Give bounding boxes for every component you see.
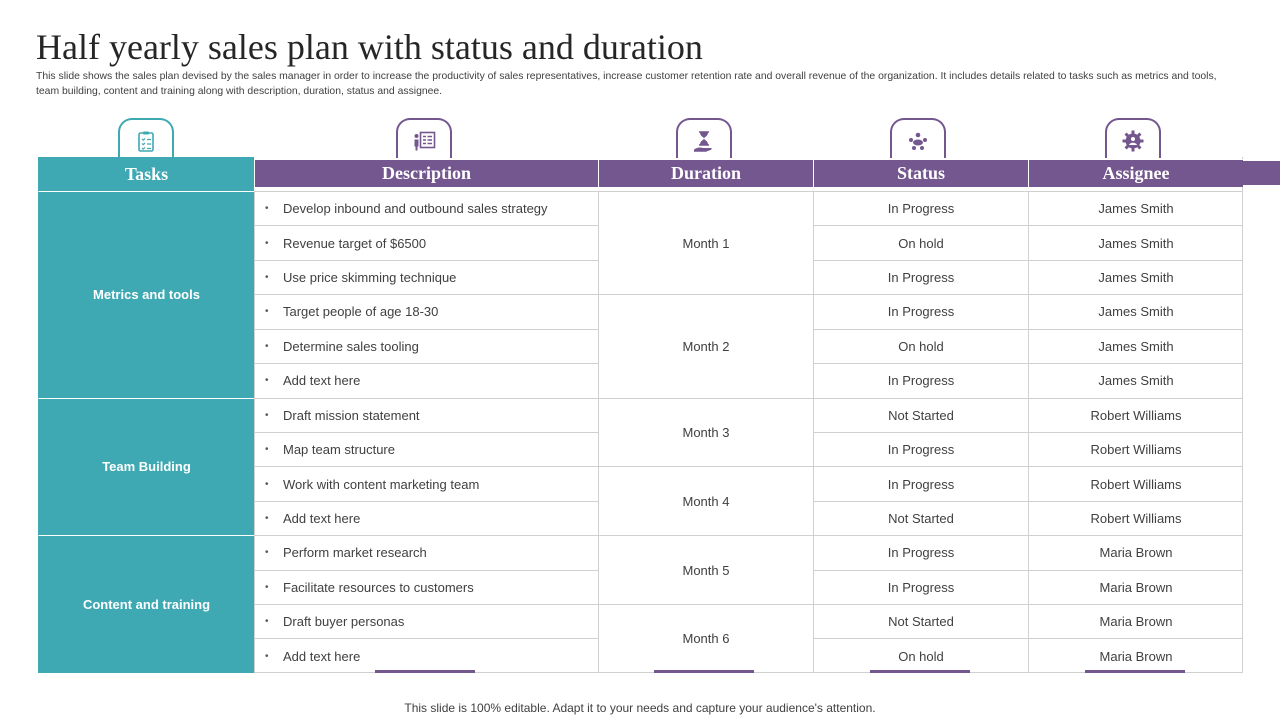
status-cell: Not Started	[813, 604, 1028, 638]
description-icon-tab	[396, 118, 452, 158]
duration-accent-bar	[654, 670, 754, 673]
status-cell: In Progress	[813, 294, 1028, 328]
description-cell	[254, 260, 598, 294]
bullet: •	[265, 340, 269, 352]
description-cell	[254, 225, 598, 259]
description-text: Map team structure	[283, 442, 395, 458]
description-text: Develop inbound and outbound sales strategy	[283, 201, 548, 217]
header-description: Description	[254, 159, 598, 187]
header-assignee: Assignee	[1028, 159, 1243, 187]
bullet: •	[265, 237, 269, 249]
status-cell: In Progress	[813, 570, 1028, 604]
header-duration: Duration	[598, 159, 813, 187]
description-cell	[254, 398, 598, 432]
description-text: Draft buyer personas	[283, 614, 405, 630]
assignee-icon-tab	[1105, 118, 1161, 158]
bullet: •	[265, 375, 269, 387]
description-text: Target people of age 18-30	[283, 304, 439, 320]
description-text: Use price skimming technique	[283, 270, 457, 286]
status-cell: Not Started	[813, 501, 1028, 535]
description-text: Work with content marketing team	[283, 476, 480, 492]
status-cell: On hold	[813, 638, 1028, 672]
status-cell: In Progress	[813, 432, 1028, 466]
assignee-accent-bar	[1085, 670, 1185, 673]
description-cell	[254, 535, 598, 569]
duration-month-1: Month 1	[598, 191, 813, 294]
description-cell	[254, 638, 598, 672]
bullet: •	[265, 478, 269, 490]
bullet: •	[265, 581, 269, 593]
description-cell	[254, 294, 598, 328]
sales-plan-table	[38, 157, 1243, 673]
description-cell	[254, 363, 598, 397]
description-text: Revenue target of $6500	[283, 235, 427, 251]
status-cell: In Progress	[813, 191, 1028, 225]
status-cell: In Progress	[813, 466, 1028, 500]
description-text: Draft mission statement	[283, 407, 420, 423]
assignee-cell: Robert Williams	[1028, 466, 1243, 500]
assignee-cell: Maria Brown	[1028, 535, 1243, 569]
bullet: •	[265, 306, 269, 318]
assignee-cell: Maria Brown	[1028, 604, 1243, 638]
description-text: Facilitate resources to customers	[283, 579, 474, 595]
hourglass-icon	[692, 129, 716, 153]
clipboard-icon	[134, 129, 158, 153]
description-text: Add text here	[283, 511, 361, 526]
duration-month-3: Month 3	[598, 398, 813, 467]
bullet: •	[265, 409, 269, 421]
bullet: •	[265, 444, 269, 456]
bullet: •	[265, 650, 269, 662]
task-team-building: Team Building	[38, 398, 254, 536]
duration-month-2: Month 2	[598, 294, 813, 397]
description-cell	[254, 604, 598, 638]
bullet: •	[265, 616, 269, 628]
page-title: Half yearly sales plan with status and duration	[36, 27, 703, 67]
assignee-cell: Robert Williams	[1028, 398, 1243, 432]
description-cell	[254, 466, 598, 500]
assignee-cell: Robert Williams	[1028, 501, 1243, 535]
bullet: •	[265, 513, 269, 524]
header-band-extension	[1243, 161, 1280, 185]
description-accent-bar	[375, 670, 475, 673]
presentation-icon	[412, 129, 436, 153]
duration-icon-tab	[676, 118, 732, 158]
bullet: •	[265, 547, 269, 559]
duration-month-5: Month 5	[598, 535, 813, 604]
assignee-cell: Robert Williams	[1028, 432, 1243, 466]
task-metrics-and-tools: Metrics and tools	[38, 191, 254, 398]
assignee-cell: James Smith	[1028, 329, 1243, 363]
description-cell	[254, 191, 598, 225]
page-subtitle: This slide shows the sales plan devised by the sales manager in order to increase the productivity of sales representatives, increase customer retention rate and overall revenue of the organization. It includes details related to tasks such as metrics and tools, team building, content and training along with description, duration, status and assignee.	[36, 71, 1217, 97]
status-cell: In Progress	[813, 260, 1028, 294]
status-cell: In Progress	[813, 363, 1028, 397]
team-meeting-icon	[906, 129, 930, 153]
description-cell	[254, 329, 598, 363]
description-text: Perform market research	[283, 545, 427, 561]
task-content-and-training: Content and training	[38, 535, 254, 673]
assignee-cell: James Smith	[1028, 363, 1243, 397]
description-text: Determine sales tooling	[283, 338, 419, 354]
duration-month-6: Month 6	[598, 604, 813, 673]
assignee-cell: James Smith	[1028, 294, 1243, 328]
assignee-cell: James Smith	[1028, 225, 1243, 259]
bullet: •	[265, 272, 269, 284]
header-tasks: Tasks	[38, 157, 254, 191]
bullet: •	[265, 203, 269, 215]
header-status: Status	[813, 159, 1028, 187]
assignee-cell: Maria Brown	[1028, 638, 1243, 672]
description-cell	[254, 570, 598, 604]
assignee-cell: Maria Brown	[1028, 570, 1243, 604]
footer-note: This slide is 100% editable. Adapt it to your needs and capture your audience's attention.	[404, 701, 876, 715]
status-icon-tab	[890, 118, 946, 158]
status-cell: On hold	[813, 225, 1028, 259]
description-cell	[254, 432, 598, 466]
status-cell: On hold	[813, 329, 1028, 363]
status-cell: Not Started	[813, 398, 1028, 432]
duration-month-4: Month 4	[598, 466, 813, 535]
status-accent-bar	[870, 670, 970, 673]
gear-people-icon	[1121, 129, 1145, 153]
tasks-icon-tab	[118, 118, 174, 158]
description-text: Add text here	[283, 373, 361, 389]
assignee-cell: James Smith	[1028, 260, 1243, 294]
status-cell: In Progress	[813, 535, 1028, 569]
description-cell	[254, 501, 598, 535]
assignee-cell: James Smith	[1028, 191, 1243, 225]
description-text: Add text here	[283, 648, 361, 664]
